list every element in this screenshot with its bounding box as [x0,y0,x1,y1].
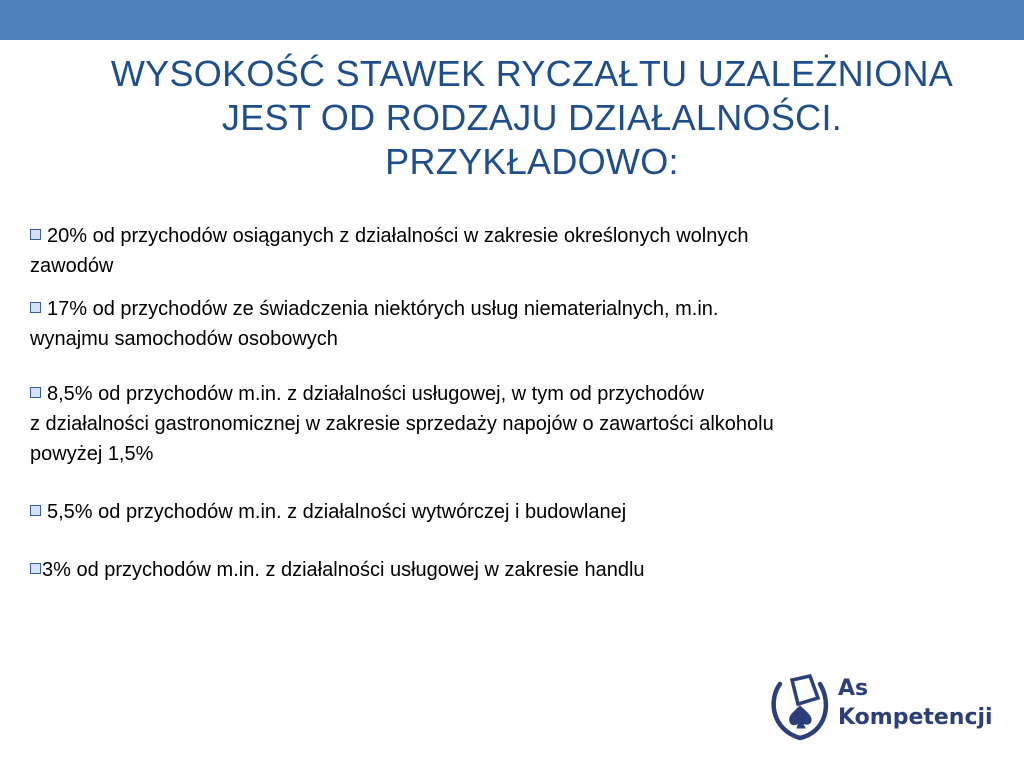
hollow-square-icon [30,229,41,240]
bullet-3-line-2: z działalności gastronomicznej w zakresie sprzedaży napojów o zawartości alkoholu [30,413,774,435]
bullet-3-line-3: powyżej 1,5% [30,443,154,465]
bullet-item-5-5-percent [30,497,1000,527]
title-line-2: JEST OD RODZAJU DZIAŁALNOŚCI. [221,97,843,138]
hollow-square-icon [30,563,41,574]
top-accent-bar [0,0,1024,40]
bullet-item-3-percent [30,555,1000,585]
logo-line-2: Kompetencji [838,705,993,730]
title-line-3: PRZYKŁADOWO: [385,141,679,182]
as-kompetencji-logo [768,670,998,750]
logo-line-1: As [838,676,869,701]
bullet-item-8-5-percent [30,379,1000,469]
bullet-1-line-2: zawodów [30,255,114,277]
hollow-square-icon [30,302,41,313]
logo-text [838,674,993,732]
bullet-1-line-1: 20% od przychodów osiąganych z działalności w zakresie określonych wolnych [47,225,749,247]
title-line-1: WYSOKOŚĆ STAWEK RYCZAŁTU UZALEŻNIONA [110,53,954,94]
spade-badge-icon [768,670,834,746]
bullet-item-17-percent [30,294,1000,354]
bullet-4-line-1: 5,5% od przychodów m.in. z działalności wytwórczej i budowlanej [47,501,627,523]
slide-title [40,52,1024,184]
bullet-item-20-percent [30,221,1000,281]
bullet-5-line-1: 3% od przychodów m.in. z działalności usługowej w zakresie handlu [42,559,645,581]
bullet-list [30,221,1000,585]
bullet-2-line-1: 17% od przychodów ze świadczenia niektórych usług niematerialnych, m.in. [47,298,719,320]
bullet-3-line-1: 8,5% od przychodów m.in. z działalności usługowej, w tym od przychodów [47,383,704,405]
hollow-square-icon [30,387,41,398]
hollow-square-icon [30,505,41,516]
bullet-2-line-2: wynajmu samochodów osobowych [30,328,338,350]
